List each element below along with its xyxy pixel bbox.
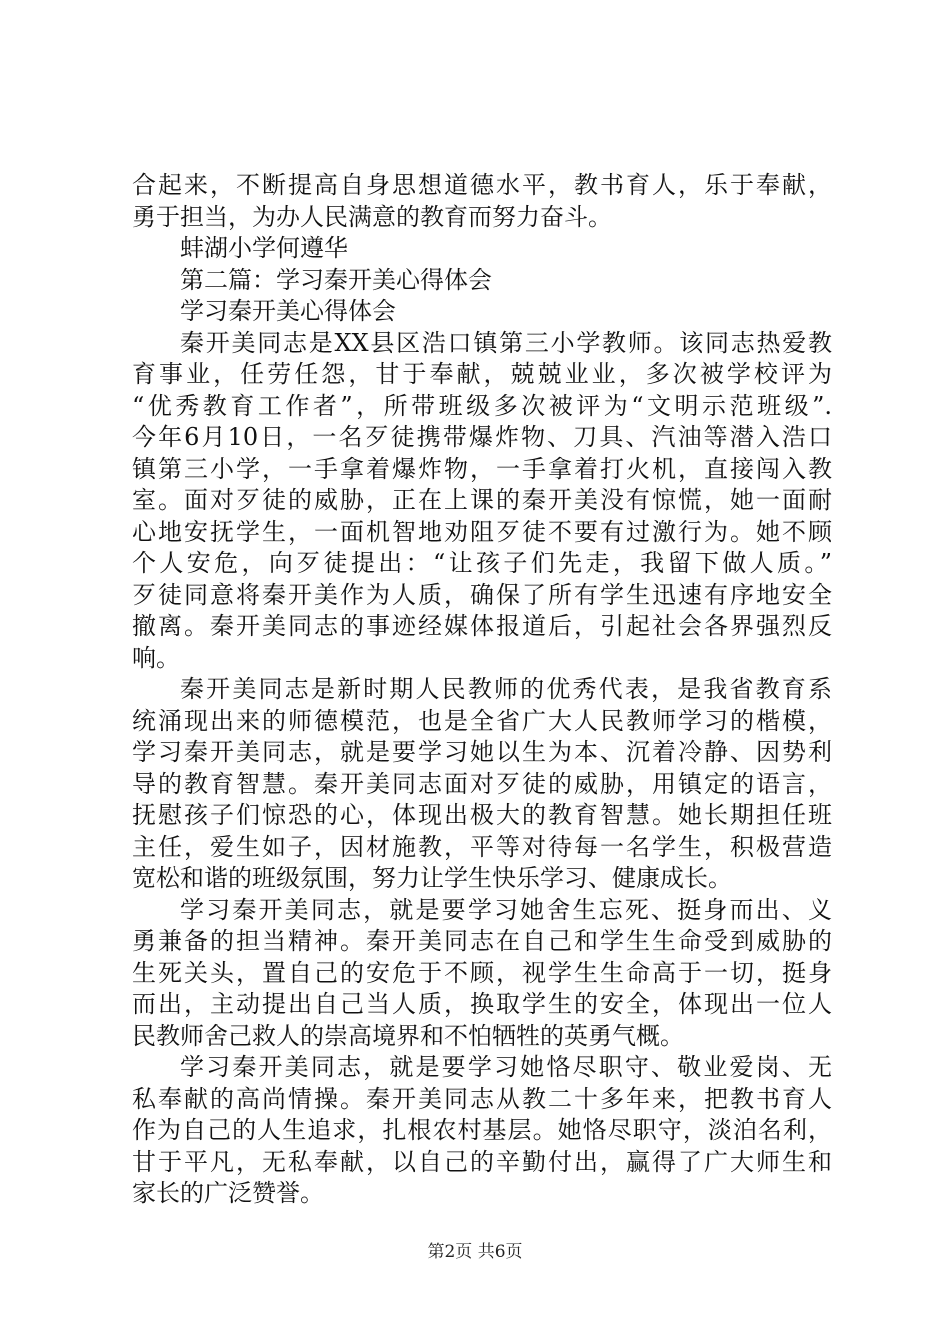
text-line: 第二篇：学习秦开美心得体会 [180,265,492,294]
text-line: 勇兼备的担当精神。秦开美同志在自己和学生生命受到威胁的 [132,927,832,955]
text-line: 抚慰孩子们惊恐的心，体现出极大的教育智慧。她长期担任班 [132,801,832,829]
text-line: 私奉献的高尚情操。秦开美同志从教二十多年来，把教书育人 [132,1084,832,1113]
text-line: 民教师舍己救人的崇高境界和不怕牺牲的英勇气概。 [132,1021,684,1050]
text-line: 导的教育智慧。秦开美同志面对歹徒的威胁，用镇定的语言， [132,769,832,798]
text-line: 秦开美同志是XX县区浩口镇第三小学教师。该同志热爱教 [180,328,832,357]
text-line: 生死关头，置自己的安危于不顾，视学生生命高于一切，挺身 [132,958,832,987]
text-line: 撤离。秦开美同志的事迹经媒体报道后，引起社会各界强烈反 [132,612,832,640]
text-line: 育事业，任劳任怨，甘于奉献，兢兢业业，多次被学校评为 [132,360,832,388]
text-line: 主任，爱生如子，因材施教，平等对待每一名学生，积极营造 [132,832,832,861]
text-line: 响。 [132,643,180,672]
text-line: 歹徒同意将秦开美作为人质，确保了所有学生迅速有序地安全 [132,580,832,609]
page-footer: 第2页 共6页 [427,1242,523,1262]
text-line: 学习秦开美同志，就是要学习她恪尽职守、敬业爱岗、无 [180,1053,832,1081]
text-line: 室。面对歹徒的威胁，正在上课的秦开美没有惊慌，她一面耐 [132,486,832,514]
document-body [132,170,832,1210]
text-line: 合起来，不断提高自身思想道德水平，教书育人，乐于奉献， [132,171,832,199]
text-line: 秦开美同志是新时期人民教师的优秀代表，是我省教育系 [180,675,832,703]
text-line: 今年6月10日，一名歹徒携带爆炸物、刀具、汽油等潜入浩口 [132,423,832,451]
text-line: 甘于平凡，无私奉献，以自己的辛勤付出，赢得了广大师生和 [132,1147,832,1176]
text-line: 心地安抚学生，一面机智地劝阻歹徒不要有过激行为。她不顾 [132,517,832,546]
text-line: 作为自己的人生追求，扎根农村基层。她恪尽职守，淡泊名利， [132,1116,832,1144]
text-line: 学习秦开美同志，就是要学习她以生为本、沉着冷静、因势利 [132,738,832,766]
text-line: 学习秦开美心得体会 [180,297,396,325]
text-line: 学习秦开美同志，就是要学习她舍生忘死、挺身而出、义 [180,895,832,924]
text-line: 而出，主动提出自己当人质，换取学生的安全，体现出一位人 [132,990,832,1018]
text-line: 勇于担当，为办人民满意的教育而努力奋斗。 [132,202,612,231]
text-line: 蚌湖小学何遵华 [180,234,348,262]
text-line: 宽松和谐的班级氛围，努力让学生快乐学习、健康成长。 [132,864,732,892]
text-line: “优秀教育工作者”，所带班级多次被评为“文明示范班级”. [132,391,832,420]
text-line: 个人安危，向歹徒提出：“让孩子们先走，我留下做人质。” [132,549,832,577]
text-line: 家长的广泛赞誉。 [132,1179,324,1207]
text-line: 镇第三小学，一手拿着爆炸物，一手拿着打火机，直接闯入教 [132,454,832,483]
text-line: 统涌现出来的师德模范，也是全省广大人民教师学习的楷模， [132,706,832,735]
